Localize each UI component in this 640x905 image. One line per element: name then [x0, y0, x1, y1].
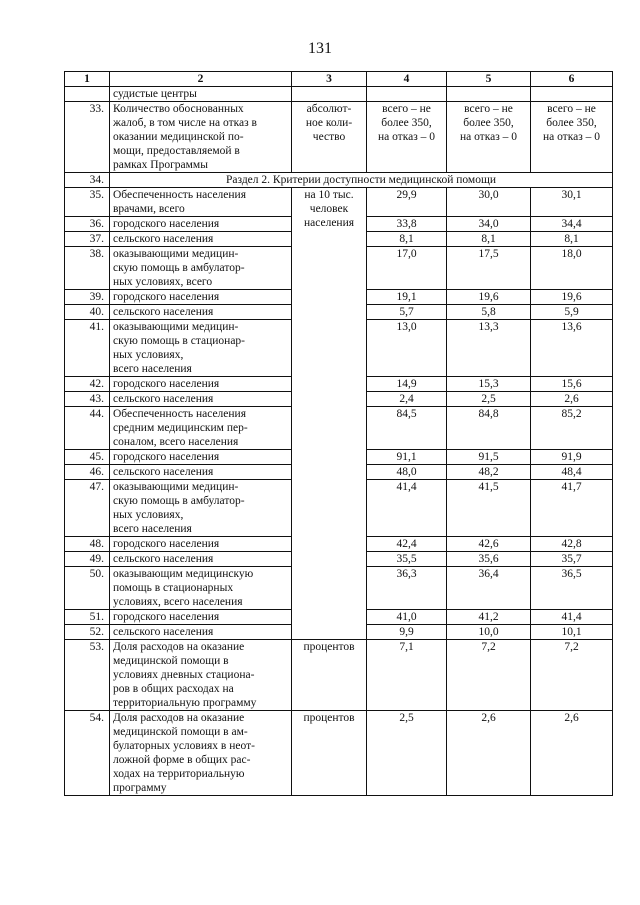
row-number: 43. [65, 392, 110, 407]
text-line: сельского населения [113, 393, 214, 405]
row-value: 33,8 [367, 217, 447, 232]
row-value: 34,0 [447, 217, 531, 232]
row-value: 42,6 [447, 537, 531, 552]
text-line: оказывающими медицин- [113, 248, 239, 260]
text-line: скую помощь в стационар- [113, 335, 246, 347]
row-value: 84,5 [367, 407, 447, 450]
row-name [110, 217, 292, 232]
text-line: оказывающими медицин- [113, 321, 239, 333]
row-value: 19,6 [531, 290, 613, 305]
row-value [531, 87, 613, 102]
criteria-table [64, 71, 613, 796]
row-value: 91,5 [447, 450, 531, 465]
row-value: 41,4 [531, 610, 613, 625]
text-line: всего – не [382, 103, 431, 115]
text-line: условиях дневных стациона- [113, 669, 255, 681]
row-name [110, 537, 292, 552]
text-line: более 350, [546, 117, 597, 129]
row-value: 30,0 [447, 188, 531, 217]
row-value: 8,1 [447, 232, 531, 247]
row-value: 15,3 [447, 377, 531, 392]
text-line: Обеспеченность населения [113, 189, 247, 201]
text-line: оказывающими медицин- [113, 481, 239, 493]
row-value: 17,5 [447, 247, 531, 290]
row-name [110, 392, 292, 407]
row-value: 85,2 [531, 407, 613, 450]
header-cell: 5 [447, 72, 531, 87]
row-number: 48. [65, 537, 110, 552]
text-line: Количество обоснованных [113, 103, 244, 115]
text-line: на 10 тыс. [304, 189, 354, 201]
row-number: 51. [65, 610, 110, 625]
row-value: 17,0 [367, 247, 447, 290]
row-name [110, 450, 292, 465]
row-value: 48,4 [531, 465, 613, 480]
row-number: 53. [65, 640, 110, 711]
row-value: 36,5 [531, 567, 613, 610]
row-value [447, 87, 531, 102]
row-name [110, 610, 292, 625]
row-value [367, 87, 447, 102]
row-value: 18,0 [531, 247, 613, 290]
text-line: средним медицинским пер- [113, 422, 248, 434]
row-value: 2,5 [367, 711, 447, 796]
row-value: 2,5 [447, 392, 531, 407]
header-row [65, 72, 613, 87]
row-name: судистые центры [110, 87, 292, 102]
text-line: на отказ – 0 [377, 131, 436, 143]
text-line: оказывающим медицинскую [113, 568, 254, 580]
text-line: Обеспеченность населения [113, 408, 247, 420]
text-line: помощь в стационарных [113, 582, 234, 594]
row-unit [292, 102, 367, 173]
row-number: 46. [65, 465, 110, 480]
row-name [110, 407, 292, 450]
row-number: 39. [65, 290, 110, 305]
row-name [110, 640, 292, 711]
row-value: 29,9 [367, 188, 447, 217]
text-line: ных условиях, [113, 349, 184, 361]
table-row [65, 640, 613, 711]
row-name [110, 305, 292, 320]
row-value: 2,6 [447, 711, 531, 796]
page-number: 131 [308, 40, 332, 57]
row-value: 2,4 [367, 392, 447, 407]
row-name [110, 290, 292, 305]
row-number: 42. [65, 377, 110, 392]
text-line: рамках Программы [113, 159, 208, 171]
row-number: 41. [65, 320, 110, 377]
row-value: 91,1 [367, 450, 447, 465]
row-name [110, 567, 292, 610]
text-line: городского населения [113, 378, 220, 390]
text-line: городского населения [113, 451, 220, 463]
table-row [65, 188, 613, 217]
text-line: территориальную программу [113, 697, 257, 709]
row-number: 37. [65, 232, 110, 247]
text-line: городского населения [113, 538, 220, 550]
text-line: городского населения [113, 611, 220, 623]
row-value: 36,4 [447, 567, 531, 610]
header-cell: 4 [367, 72, 447, 87]
text-line: Доля расходов на оказание [113, 712, 245, 724]
text-line: всего – не [464, 103, 513, 115]
text-line: ных условиях, всего [113, 276, 213, 288]
text-line: скую помощь в амбулатор- [113, 495, 245, 507]
text-line: булаторных условиях в неот- [113, 740, 255, 752]
text-line: сельского населения [113, 466, 214, 478]
section-title: Раздел 2. Критерии доступности медицинской помощи [110, 173, 613, 188]
table-row [65, 87, 613, 102]
row-value: 36,3 [367, 567, 447, 610]
text-line: ных условиях, [113, 509, 184, 521]
row-value: 48,0 [367, 465, 447, 480]
text-line: соналом, всего населения [113, 436, 239, 448]
row-value: 2,6 [531, 711, 613, 796]
row-name [110, 625, 292, 640]
row-name [110, 188, 292, 217]
header-cell: 3 [292, 72, 367, 87]
text-line: более 350, [381, 117, 432, 129]
row-number: 50. [65, 567, 110, 610]
row-number: 33. [65, 102, 110, 173]
row-value: 7,1 [367, 640, 447, 711]
text-line: ложной форме в общих рас- [113, 754, 251, 766]
row-number: 47. [65, 480, 110, 537]
row-unit [292, 188, 367, 640]
row-number: 36. [65, 217, 110, 232]
row-name [110, 377, 292, 392]
row-value: 5,7 [367, 305, 447, 320]
text-line: условиях, всего населения [113, 596, 243, 608]
row-value: 5,8 [447, 305, 531, 320]
text-line: врачами, всего [113, 203, 185, 215]
row-value: 42,4 [367, 537, 447, 552]
text-line: всего населения [113, 523, 192, 535]
text-line: абсолют- [306, 103, 352, 115]
text-line: сельского населения [113, 553, 214, 565]
row-value: 34,4 [531, 217, 613, 232]
text-line: более 350, [463, 117, 514, 129]
row-value: 15,6 [531, 377, 613, 392]
row-name [110, 480, 292, 537]
row-number: 35. [65, 188, 110, 217]
row-value: 7,2 [531, 640, 613, 711]
row-number: 54. [65, 711, 110, 796]
row-value: 91,9 [531, 450, 613, 465]
row-value [367, 102, 447, 173]
row-value: 41,0 [367, 610, 447, 625]
row-value: 8,1 [367, 232, 447, 247]
row-value: 84,8 [447, 407, 531, 450]
text-line: на отказ – 0 [542, 131, 601, 143]
row-number: 45. [65, 450, 110, 465]
text-line: ходах на территориальную [113, 768, 245, 780]
row-value: 7,2 [447, 640, 531, 711]
row-value: 41,2 [447, 610, 531, 625]
text-line: сельского населения [113, 306, 214, 318]
text-line: ров в общих расходах на [113, 683, 234, 695]
row-value: 19,6 [447, 290, 531, 305]
row-value: 35,7 [531, 552, 613, 567]
row-value: 41,7 [531, 480, 613, 537]
text-line: чество [312, 131, 346, 143]
text-line: всего – не [547, 103, 596, 115]
row-number: 49. [65, 552, 110, 567]
text-line: сельского населения [113, 626, 214, 638]
row-value: 14,9 [367, 377, 447, 392]
header-cell: 1 [65, 72, 110, 87]
row-value: 9,9 [367, 625, 447, 640]
row-value: 48,2 [447, 465, 531, 480]
text-line: населения [303, 217, 355, 229]
row-number: 44. [65, 407, 110, 450]
row-unit: процентов [292, 711, 367, 796]
row-value: 13,3 [447, 320, 531, 377]
row-number: 52. [65, 625, 110, 640]
table-row [65, 102, 613, 173]
row-value: 13,0 [367, 320, 447, 377]
row-value: 19,1 [367, 290, 447, 305]
row-value: 5,9 [531, 305, 613, 320]
row-name [110, 247, 292, 290]
row-name [110, 320, 292, 377]
row-value: 10,1 [531, 625, 613, 640]
row-unit [292, 87, 367, 102]
text-line: сельского населения [113, 233, 214, 245]
text-line: Доля расходов на оказание [113, 641, 245, 653]
text-line: медицинской помощи в ам- [113, 726, 248, 738]
text-line: мощи, предоставляемой в [113, 145, 240, 157]
row-name [110, 711, 292, 796]
row-value: 2,6 [531, 392, 613, 407]
row-value [447, 102, 531, 173]
text-line: жалоб, в том числе на отказ в [113, 117, 257, 129]
row-name [110, 232, 292, 247]
row-number: 40. [65, 305, 110, 320]
row-value: 35,5 [367, 552, 447, 567]
table-row [65, 711, 613, 796]
row-name [110, 552, 292, 567]
text-line: программу [113, 782, 167, 794]
text-line: ное коли- [305, 117, 353, 129]
text-line: городского населения [113, 291, 220, 303]
header-cell: 2 [110, 72, 292, 87]
row-value: 13,6 [531, 320, 613, 377]
text-line: медицинской помощи в [113, 655, 229, 667]
section-row [65, 173, 613, 188]
row-number: 34. [65, 173, 110, 188]
row-value: 30,1 [531, 188, 613, 217]
header-cell: 6 [531, 72, 613, 87]
text-line: человек [309, 203, 349, 215]
row-name [110, 465, 292, 480]
text-line: на отказ – 0 [459, 131, 518, 143]
row-value: 41,5 [447, 480, 531, 537]
row-value: 8,1 [531, 232, 613, 247]
text-line: городского населения [113, 218, 220, 230]
row-number [65, 87, 110, 102]
row-value: 41,4 [367, 480, 447, 537]
row-value: 42,8 [531, 537, 613, 552]
row-value: 10,0 [447, 625, 531, 640]
text-line: оказании медицинской по- [113, 131, 244, 143]
text-line: скую помощь в амбулатор- [113, 262, 245, 274]
row-value: 35,6 [447, 552, 531, 567]
row-unit: процентов [292, 640, 367, 711]
row-name [110, 102, 292, 173]
row-number: 38. [65, 247, 110, 290]
table-body [65, 72, 613, 796]
row-value [531, 102, 613, 173]
text-line: всего населения [113, 363, 192, 375]
